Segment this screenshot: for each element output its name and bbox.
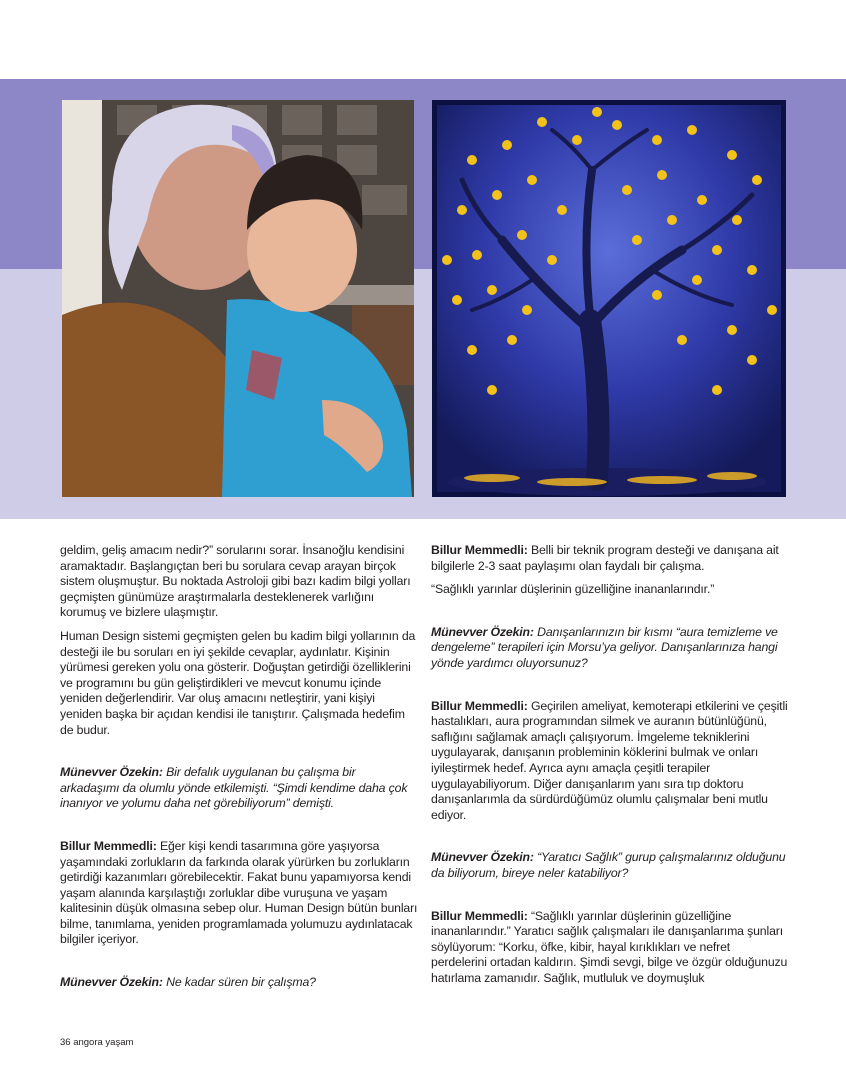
question-text: “Yaratıcı Sağlık” gurup çalışmalarınız olduğunu da biliyorum, bireye neler katabiliyor?	[431, 850, 786, 880]
question-text: Bir defalık uygulanan bu çalışma bir arkadaşımı da olumlu yönde etkilemişti. “Şimdi kendime daha çok inanıyor ve yolumu daha net görebiliyorum” demişti.	[60, 765, 408, 811]
answer-text: “Sağlıklı yarınlar düşlerinin güzelliğine inananlarındır.” Yaratıcı sağlık çalışmaları ile danışanlarıma şunları söylüyorum: “Korku, öfke, kibir, hayal kırıklıkları ve nefret perdelerini ortadan kaldırın. Şimdi sevgi, bilge ve özgür olduğunuzu hatırlama zamanıdır. Sağlık, mutluluk ve doymuşluk	[431, 908, 788, 985]
tree-painting	[432, 100, 786, 497]
question-paragraph	[431, 850, 789, 881]
interviewee-name: Billur Memmedli:	[431, 908, 528, 923]
grandmother-child-photo	[62, 100, 414, 497]
answer-paragraph	[60, 839, 418, 948]
question-paragraph	[431, 625, 789, 672]
interviewer-name: Münevver Özekin:	[60, 765, 163, 780]
answer-text: Belli bir teknik program desteği ve danışana ait bilgilerle 2-3 saat paylaşımı olan faydalı bir çalışma.	[431, 543, 779, 573]
interviewee-name: Billur Memmedli:	[431, 543, 528, 557]
answer-paragraph	[431, 543, 789, 574]
question-text: Ne kadar süren bir çalışma?	[162, 975, 316, 990]
interviewee-name: Billur Memmedli:	[60, 838, 157, 853]
answer-text: Geçirilen ameliyat, kemoterapi etkilerini ve çeşitli hastalıkları, aura programından silmek ve auranın bütünlüğünü, saflığını sağlamak amaçlı çalışıyorum. İmgeleme tekniklerini uygulayarak, danışanın probleminin köklerini bulmak ve onları iyileştirmek hedef. Ayrıca aynı amaçla çeşitli terapiler uygulayabiliyorum. Diğer danışanlarım yanı sıra tıp doktoru danışanlarımla da sürdürdüğümüz olumlu çalışmalar beni mutlu ediyor.	[431, 698, 788, 822]
answer-paragraph	[431, 699, 789, 824]
interviewer-name: Münevver Özekin:	[60, 975, 163, 990]
answer-paragraph	[431, 909, 789, 987]
paragraph: Human Design sistemi geçmişten gelen bu kadim bilgi yollarının da desteği ile bu soruları en iyi şekilde cevaplar, aydınlatır. Kişinin yürümesi gereken yolu ona gösterir. Doğuştan getirdiği özelliklerini ve programını bu gün geliştirdikleri ve mevcut konumu içinde yeniden değerlendirir. Var oluş amacını netleştirir, yani kişiyi yeniden başka bir açıdan kendisi ile tanıştırır. Çalışmada hedefim de budur.	[60, 628, 416, 737]
text-column-left	[60, 543, 418, 991]
interviewer-name: Münevver Özekin:	[431, 624, 534, 639]
answer-text: Eğer kişi kendi tasarımına göre yaşıyorsa yaşamındaki zorlukların da farkında olarak yürürken bu zorlukların getirdiği kazanımları görebilecektir. Fakat bunu yapamıyorsa kendi yaşam alanında karşılaştığı zorluklar dibe vuruşuna ve yaşam kalitesinin düşük olmasına sebep olur. Human Design bütün bunları bilme, tanımlama, yeniden programlamada yolumuzu aydınlatacak bilgiler içeriyor.	[60, 838, 418, 947]
text-column-right	[431, 543, 789, 986]
page-footer: 36 angora yaşam	[60, 1037, 134, 1048]
interviewer-name: Münevver Özekin:	[431, 850, 534, 865]
interviewee-name: Billur Memmedli:	[431, 698, 528, 713]
question-text: Danışanlarınızın bir kısmı “aura temizleme ve dengeleme” terapileri için Morsu’ya geliyor. Danışanlarınıza hangi yönde yardımcı oluyorsunuz?	[431, 624, 778, 670]
quote-paragraph: “Sağlıklı yarınlar düşlerinin güzelliğine inananlarındır.”	[431, 582, 715, 597]
question-paragraph	[60, 975, 418, 991]
paragraph: geldim, geliş amacım nedir?” sorularını sorar. İnsanoğlu kendisini aramaktadır. Başlangıçtan beri bu sorulara cevap arayan birçok sistem oluşmuştur. Bu noktada Astroloji gibi bazı kadim bilgi yolları geçmişten günümüze araştırmalarla desteklenerek varlığını korumuş ve bizlere ulaşmıştır.	[60, 543, 411, 620]
question-paragraph	[60, 765, 418, 812]
